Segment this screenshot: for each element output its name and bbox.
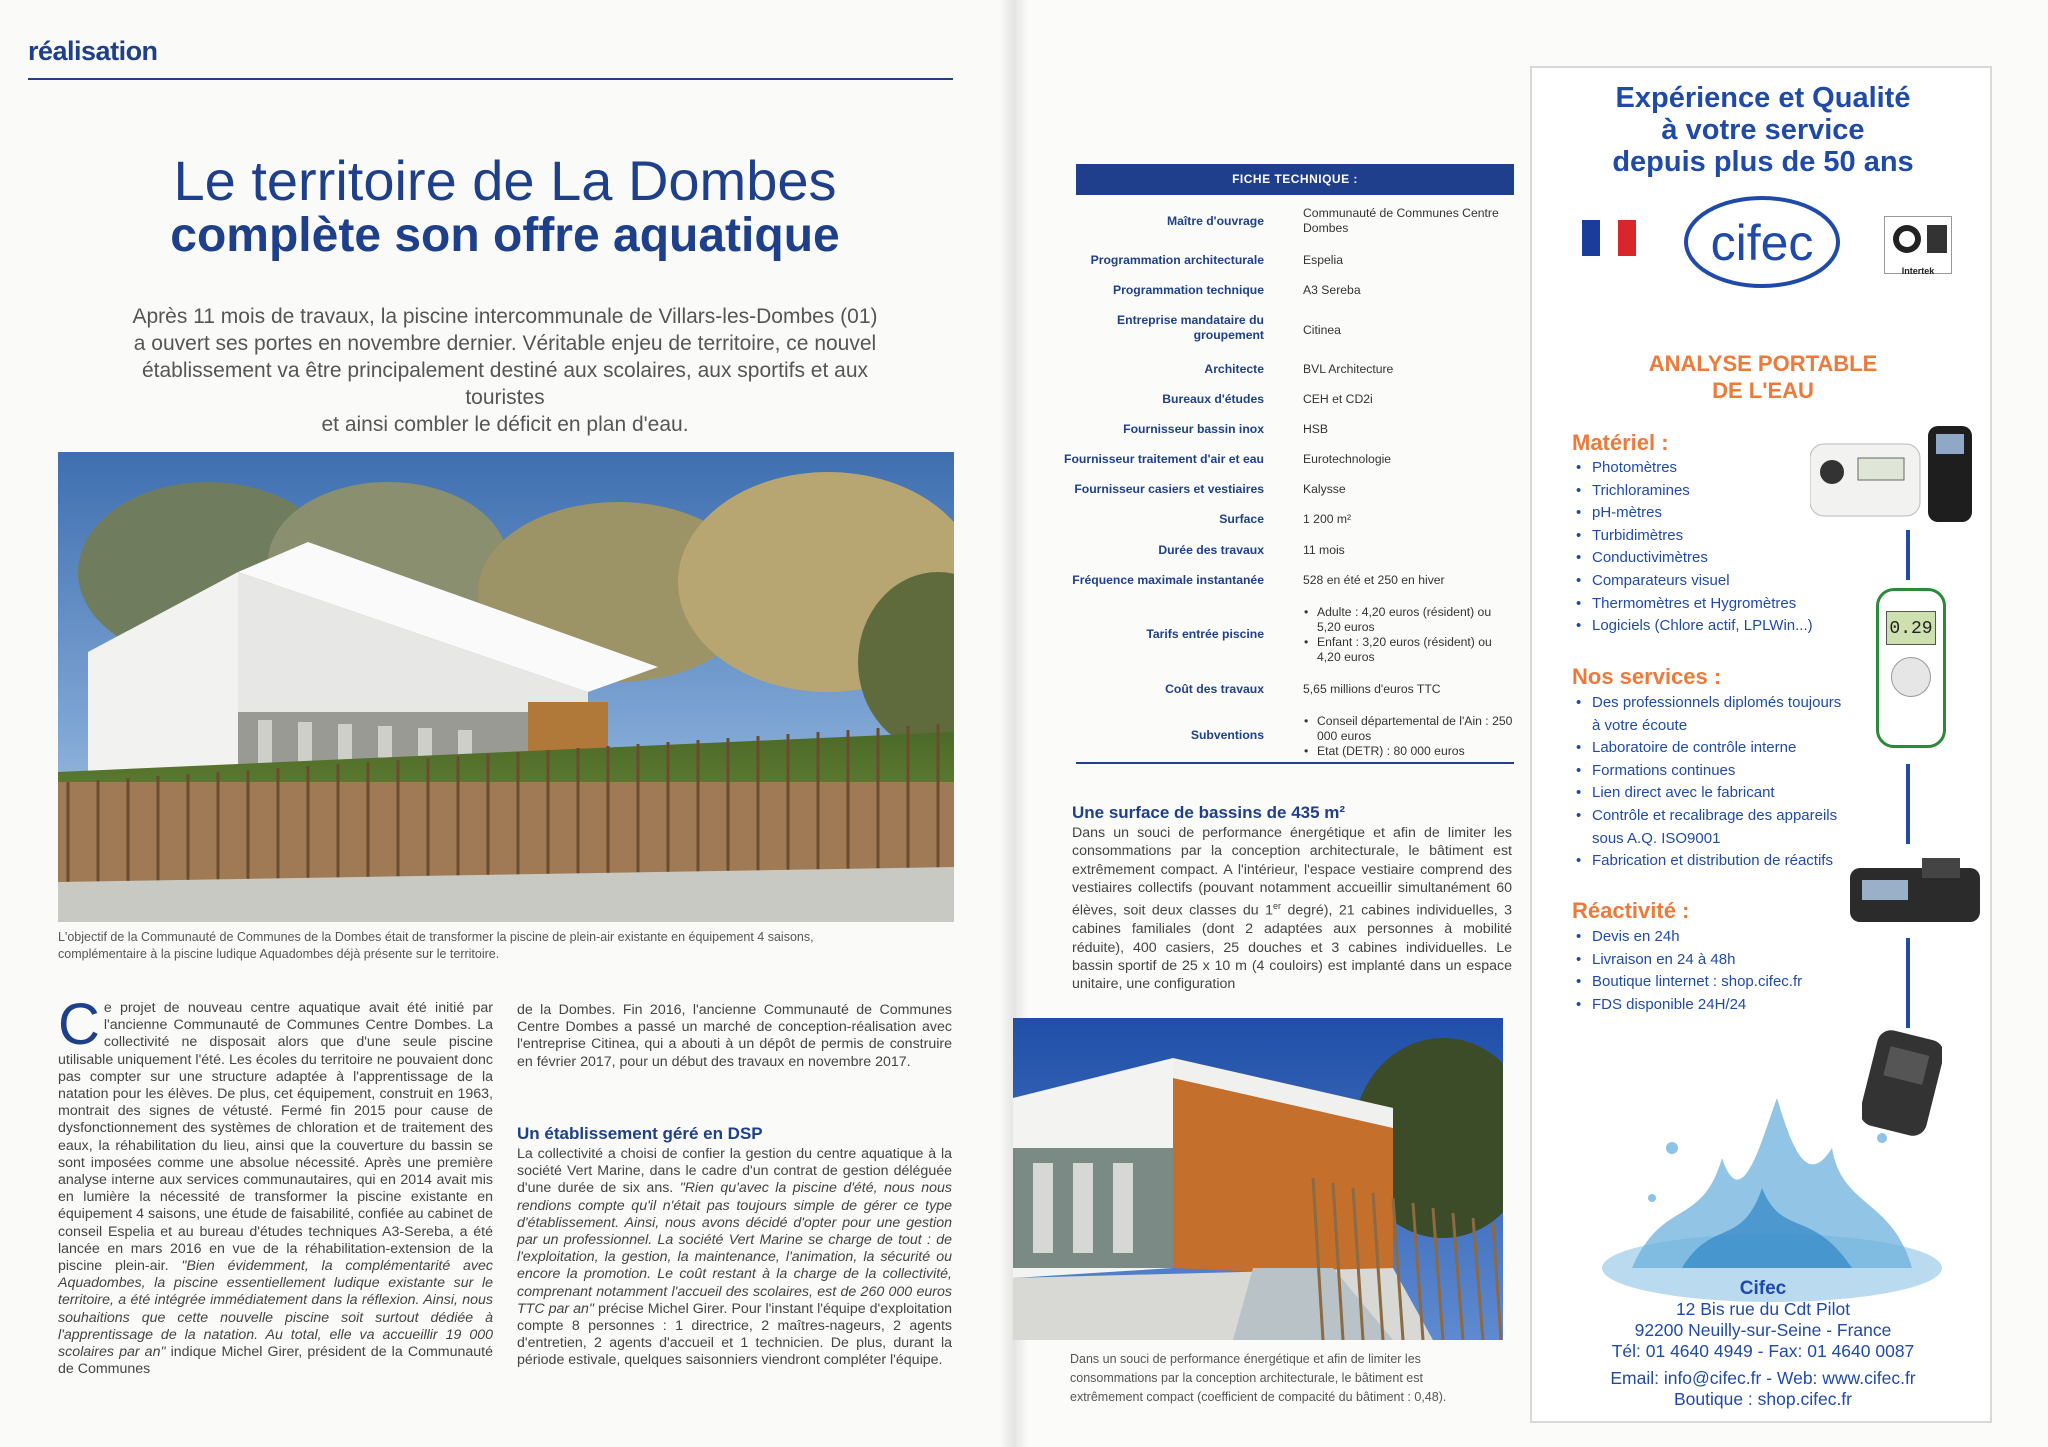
materiel-item: • pH-mètres [1572, 502, 1832, 525]
materiel-item: • Conductivimètres [1572, 547, 1832, 570]
fiche-value [1303, 714, 1518, 759]
materiel-list [1572, 457, 1832, 638]
pool-exterior-photo [1013, 1018, 1503, 1340]
reactivite-list [1572, 926, 1832, 1016]
reactivite-title: Réactivité : [1572, 898, 1690, 923]
fiche-list-item: • Conseil départemental de l'Ain : 250 000 euros [1303, 714, 1518, 744]
subhead-dsp: Un établissement géré en DSP [517, 1124, 763, 1143]
fiche-list-item: • Adulte : 4,20 euros (résident) ou 5,20 euros [1303, 605, 1518, 635]
body-column-2 [517, 1002, 952, 1071]
shop-line: Boutique : shop.cifec.fr [1673, 1389, 1853, 1409]
reactivite-item: • FDS disponible 24H/24 [1572, 994, 1832, 1017]
fiche-key: Durée des travaux [1158, 543, 1264, 557]
fiche-value: HSB [1303, 422, 1329, 436]
service-item: • Contrôle et recalibrage des appareils sous A.Q. ISO9001 [1572, 805, 1842, 850]
lead-line: Après 11 mois de travaux, la piscine intercommunale de Villars-les-Dombes (01) [132, 305, 878, 328]
fiche-value: Espelia [1303, 253, 1343, 267]
surface-paragraph [1072, 824, 1512, 993]
connector-line [1906, 938, 1910, 1028]
service-item: • Fabrication et distribution de réactifs [1572, 850, 1842, 873]
email-web-line: Email: info@cifec.fr - Web: www.cifec.fr [1610, 1368, 1916, 1388]
reactivite-item: • Livraison en 24 à 48h [1572, 949, 1832, 972]
cifec-logo [1682, 194, 1842, 290]
materiel-item: • Logiciels (Chlore actif, LPLWin...) [1572, 615, 1832, 638]
connector-line [1906, 530, 1910, 580]
fiche-value [1303, 605, 1518, 665]
services-title: Nos services : [1572, 664, 1722, 689]
service-item: • Lien direct avec le fabricant [1572, 782, 1842, 805]
body-text: Dans un souci de performance énergétique et afin de limiter les consommations par la conception architecturale, le bâtiment est extrêmement compact. A l'intérieur, l'espace vestiaire comprend des vestiaires collectifs (pouvant notamment accueillir simultanément 60 élèves, soit deux classes du 1 [1072, 825, 1512, 919]
fiche-key: Bureaux d'études [1162, 392, 1264, 406]
fiche-value: A3 Sereba [1303, 283, 1361, 297]
ad-headline [1532, 82, 1992, 178]
ad-analyse-line: DE L'EAU [1712, 378, 1814, 403]
fiche-value: 5,65 millions d'euros TTC [1303, 682, 1441, 696]
lead-line: établissement va être principalement destiné aux scolaires, aux sportifs et aux touristes [141, 359, 869, 409]
fiche-key: Fréquence maximale instantanée [1072, 573, 1264, 587]
fiche-value: Eurotechnologie [1303, 452, 1392, 466]
fiche-key: Fournisseur casiers et vestiaires [1074, 482, 1264, 496]
article-subtitle: complète son offre aquatique [170, 209, 840, 262]
article-title: Le territoire de La Dombes [173, 149, 837, 212]
fiche-key: Entreprise mandataire du groupement [1117, 313, 1264, 342]
phone-line: Tél: 01 4640 4949 - Fax: 01 4640 0087 [1611, 1341, 1915, 1361]
address-line: 12 Bis rue du Cdt Pilot [1675, 1299, 1851, 1319]
ad-analyse-title [1532, 350, 1992, 404]
materiel-item: • Comparateurs visuel [1572, 570, 1832, 593]
fiche-value: Communauté de Communes Centre Dombes [1303, 206, 1499, 235]
reactivite-item: • Boutique linternet : shop.cifec.fr [1572, 971, 1832, 994]
section-tag: réalisation [28, 36, 158, 66]
ad-headline-line: à votre service [1661, 114, 1865, 146]
photo-caption [58, 929, 958, 963]
body-text: de la Dombes. Fin 2016, l'ancienne Communauté de Communes Centre Dombes a passé un marché de conception-réalisation avec l'entreprise Citinea, qui a abouti à un dépôt de permis de construire en février 2017, pour un début des travaux en novembre 2017. [517, 1002, 952, 1070]
fiche-value: 1 200 m² [1303, 512, 1352, 526]
fiche-key: Maître d'ouvrage [1166, 214, 1264, 228]
quote-text: "Bien évidemment, la complémentarité avec Aquadombes, la piscine essentiellement ludique existante sur le territoire, a été intégrée immédiatement dans la réflexion. Ainsi, nous souhaitions que cette nouvelle piscine soit surtout dédiée à l'apprentissage de la natation. Au total, elle va accueillir 19 000 scolaires par an" [58, 1258, 493, 1361]
turbidimeter-device-icon [1850, 858, 1980, 926]
fiche-list-item: • Etat (DETR) : 80 000 euros [1303, 744, 1518, 759]
subhead-surface: Une surface de bassins de 435 m² [1072, 803, 1346, 822]
fiche-value: 528 en été et 250 en hiver [1303, 573, 1445, 587]
connector-line [1906, 764, 1910, 844]
body-column-2b [517, 1146, 952, 1370]
body-text: précise Michel Girer. Pour l'instant l'équipe d'exploitation compte 8 personnes : 1 directrice, 2 maîtres-nageurs, 2 agents d'entretien, 2 agents d'accueil et 1 technicien. De plus, durant la période estivale, quelques saisonniers viendront compléter l'équipe. [517, 1300, 952, 1369]
materiel-item: • Turbidimètres [1572, 525, 1832, 548]
fiche-value: Citinea [1303, 323, 1341, 337]
photometer-device-icon [1810, 426, 1988, 526]
french-flag-icon [1582, 220, 1636, 256]
lead-paragraph [110, 303, 900, 438]
fiche-key: Fournisseur bassin inox [1123, 422, 1264, 436]
water-splash-icon [1592, 1078, 1952, 1308]
ad-contact [1532, 1278, 1992, 1410]
superscript: er [1273, 901, 1282, 912]
pool-building-photo [58, 452, 954, 922]
fiche-key: Architecte [1204, 362, 1264, 376]
materiel-item: • Thermomètres et Hygromètres [1572, 593, 1832, 616]
body-text: degré), 21 cabines individuelles, 3 cabines familiales (dont 2 adaptées aux personnes à mobilité réduite), 400 casiers, 25 douches et 3 cabines individuelles. Le bassin sportif de 25 x 10 m (4 couloirs) est implanté dans un espace unitaire, une configuration [1072, 902, 1512, 993]
address-line: 92200 Neuilly-sur-Seine - France [1634, 1320, 1892, 1340]
intertek-certification-icon [1884, 216, 1952, 274]
service-item: • Des professionnels diplomés toujours à votre écoute [1572, 692, 1842, 737]
fiche-value: 11 mois [1303, 543, 1345, 557]
drop-cap: C [58, 992, 100, 1057]
section-rule [28, 78, 953, 80]
lead-line: et ainsi combler le déficit en plan d'eau. [321, 413, 689, 436]
body-text: indique Michel Girer, président de la Communauté de Communes [58, 1344, 493, 1378]
caption-line: L'objectif de la Communauté de Communes de la Dombes était de transformer la piscine de plein-air existante en équipement 4 saisons, [58, 930, 814, 944]
ad-headline-line: depuis plus de 50 ans [1612, 146, 1914, 178]
fiche-key: Tarifs entrée piscine [1146, 627, 1264, 641]
materiel-item: • Photomètres [1572, 457, 1832, 480]
materiel-title: Matériel : [1572, 430, 1669, 455]
fiche-key: Coût des travaux [1165, 682, 1264, 696]
body-column-1 [58, 992, 493, 1378]
service-item: • Formations continues [1572, 760, 1842, 783]
fiche-value: BVL Architecture [1303, 362, 1394, 376]
fiche-technique-header: FICHE TECHNIQUE : [1076, 164, 1514, 195]
ad-analyse-line: ANALYSE PORTABLE [1648, 351, 1878, 376]
fiche-value: CEH et CD2i [1303, 392, 1373, 406]
cifec-advertisement [1530, 66, 1992, 1423]
fiche-key: Programmation technique [1112, 283, 1264, 297]
body-text: La collectivité a choisi de confier la gestion du centre aquatique à la société Vert Marine, dans le cadre d'un contrat de gestion déléguée d'une durée de six ans. [517, 1146, 952, 1197]
services-list [1572, 692, 1842, 873]
caption-line: complémentaire à la piscine ludique Aquadombes déjà présente sur le territoire. [58, 947, 500, 961]
company-name: Cifec [1739, 1278, 1787, 1299]
fiche-value: Kalysse [1303, 482, 1346, 496]
service-item: • Laboratoire de contrôle interne [1572, 737, 1842, 760]
fiche-key: Subventions [1190, 728, 1264, 742]
intertek-label: Intertek [1901, 266, 1935, 276]
photo-caption-2: Dans un souci de performance énergétique et afin de limiter les consommations par la conception architecturale, le bâtiment est extrêmement compact (coefficient de compacité du bâtiment : 0,48). [1070, 1352, 1447, 1404]
reactivite-item: • Devis en 24h [1572, 926, 1832, 949]
meter-display: 0.29 [1886, 611, 1936, 645]
quote-text: "Rien qu'avec la piscine d'été, nous nous rendions compte qu'il n'était pas toujours simple de gérer ce type d'établissement. Ainsi, nous avons décidé d'opter pour une gestion par un professionnel. La société Vert Marine se charge de tout : de l'exploitation, la gestion, la maintenance, l'animation, la sécurité ou encore la promotion. Le coût restant à la charge de la collectivité, comprenant notamment l'accueil des scolaires, est de 260 000 euros TTC par an" [517, 1180, 952, 1317]
fiche-bottom-rule [1076, 762, 1514, 764]
fiche-key: Programmation architecturale [1090, 253, 1264, 267]
ad-headline-line: Expérience et Qualité [1615, 82, 1911, 114]
body-text: e projet de nouveau centre aquatique avait été initié par l'ancienne Communauté de Communes Centre Dombes. La collectivité ne disposait alors que d'une seule piscine utilisable uniquement l'été. Les écoles du territoire ne pouvaient donc pas compter sur une structure adaptée à l'apprentissage de la natation pour les élèves. De plus, cet équipement, construit en 1963, montrait des signes de vétusté. Fermé fin 2015 pour cause de dysfonctionnement des systèmes de chloration et de traitement des eaux, la réhabilitation du lieu, ainsi que la couverture du bassin se sont imposées comme une absolue nécessité. Après une première analyse interne aux services communautaires, qui en 2014 avait mis en lumière la nécessité de transformer la piscine existante en équipement 4 saisons, une étude de faisabilité, confiée au cabinet de conseil Espelia et au bureau d'études techniques A3-Sereba, a été lancée en mars 2016 en vue de la réhabilitation-extension de la piscine plein-air. [58, 1000, 493, 1275]
fiche-key: Surface [1219, 512, 1264, 526]
materiel-item: • Trichloramines [1572, 480, 1832, 503]
lead-line: a ouvert ses portes en novembre dernier. Véritable enjeu de territoire, ce nouvel [133, 332, 877, 355]
cifec-logo-text: cifec [1710, 215, 1814, 271]
fiche-key: Fournisseur traitement d'air et eau [1064, 452, 1264, 466]
handheld-meter-icon [1876, 588, 1946, 748]
fiche-list-item: • Enfant : 3,20 euros (résident) ou 4,20 euros [1303, 635, 1518, 665]
